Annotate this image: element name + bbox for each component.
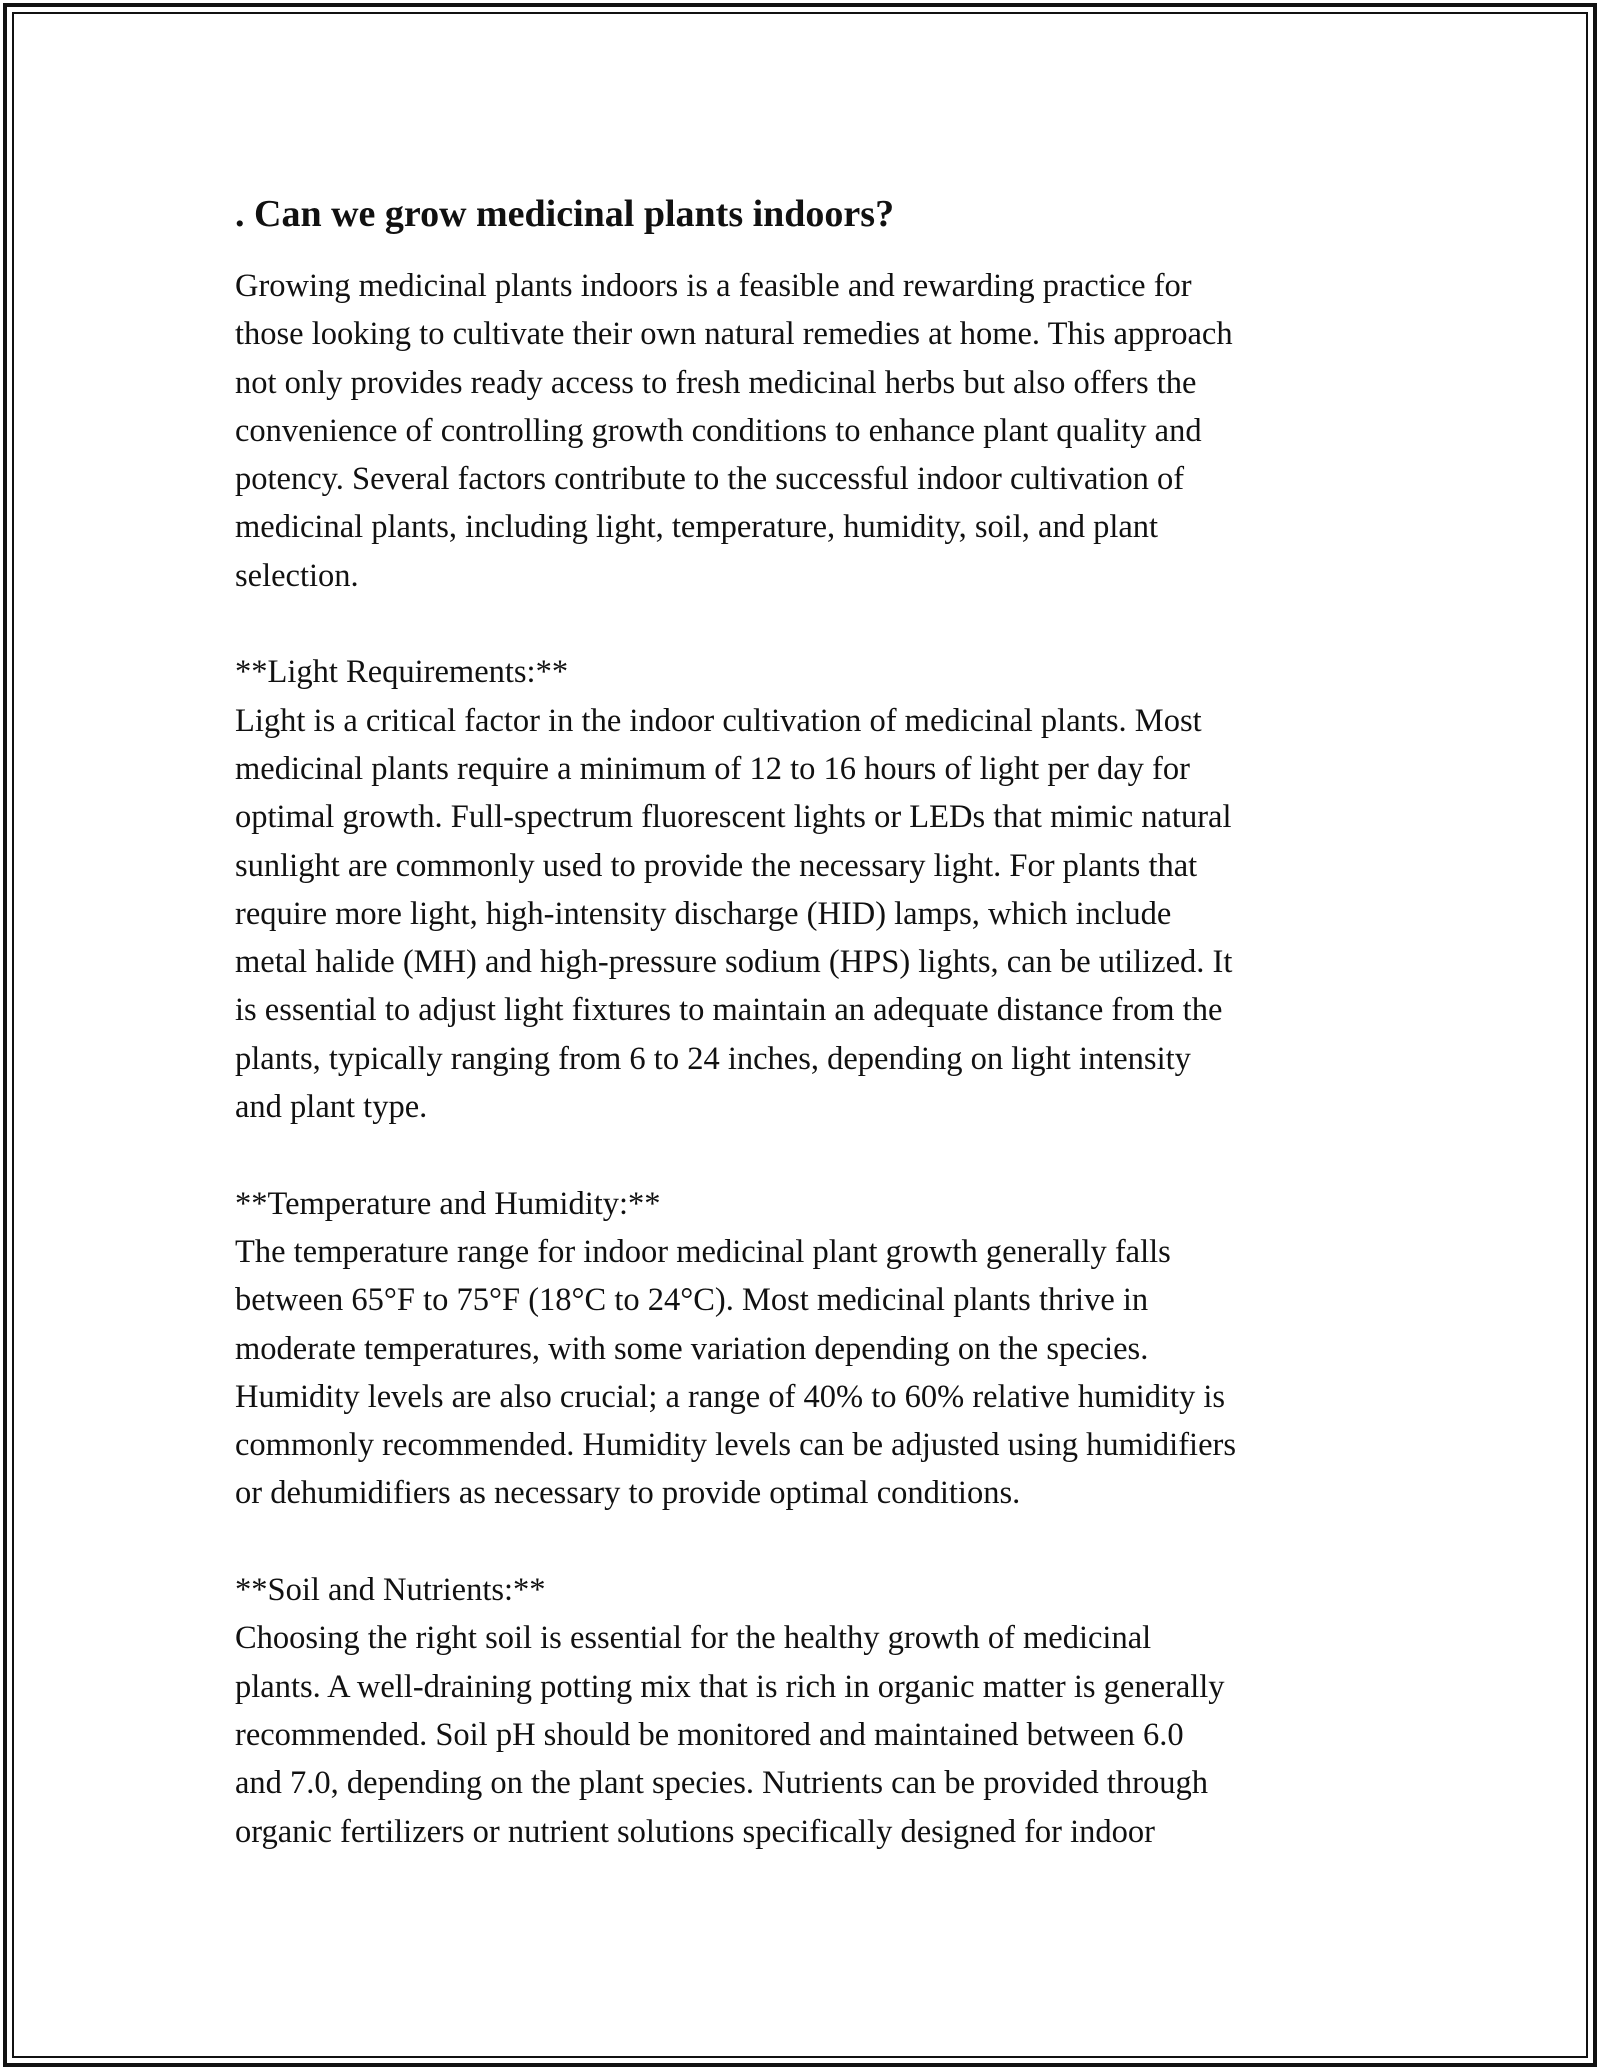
section-body-temperature: The temperature range for indoor medicinal plant growth generally falls between 65°F to 75°F (18°C to 24°C). Most medicinal plants thrive in moderate temperatures, with some variation depending on the species. Humidity levels are also crucial; a range of 40% to 60% relative humidity is commonly recommended. Humidity levels can be adjusted using humidifiers or dehumidifiers as necessary to provide optimal conditions. xyxy=(235,1233,1236,1512)
document-body xyxy=(235,184,1385,1856)
section-heading-soil: **Soil and Nutrients:** xyxy=(235,1572,546,1609)
paragraph-gap xyxy=(235,600,1385,648)
page-title: . Can we grow medicinal plants indoors? xyxy=(235,193,895,235)
intro-paragraph: Growing medicinal plants indoors is a feasible and rewarding practice for those looking to cultivate their own natural remedies at home. This approach not only provides ready access to fresh medicinal herbs but also offers the convenience of controlling growth conditions to enhance plant quality and potency. Several factors contribute to the successful indoor cultivation of medicinal plants, including light, temperature, humidity, soil, and plant selection. xyxy=(235,268,1233,594)
section-body-soil: Choosing the right soil is essential for the healthy growth of medicinal plants. A well-draining potting mix that is rich in organic matter is generally recommended. Soil pH should be monitored and maintained between 6.0 and 7.0, depending on the plant species. Nutrients can be provided through organic fertilizers or nutrient solutions specifically designed for indoor xyxy=(235,1620,1225,1850)
paragraph-gap xyxy=(235,1131,1385,1179)
section-body-light: Light is a critical factor in the indoor cultivation of medicinal plants. Most medicinal plants require a minimum of 12 to 16 hours of light per day for optimal growth. Full-spectrum fluorescent lights or LEDs that mimic natural sunlight are commonly used to provide the necessary light. For plants that require more light, high-intensity discharge (HID) lamps, which include metal halide (MH) and high-pressure sodium (HPS) lights, can be utilized. It is essential to adjust light fixtures to maintain an adequate distance from the plants, typically ranging from 6 to 24 inches, depending on light intensity and plant type. xyxy=(235,702,1233,1126)
section-heading-light: **Light Requirements:** xyxy=(235,654,569,691)
paragraph-gap xyxy=(235,1518,1385,1566)
section-heading-temperature: **Temperature and Humidity:** xyxy=(235,1185,661,1222)
